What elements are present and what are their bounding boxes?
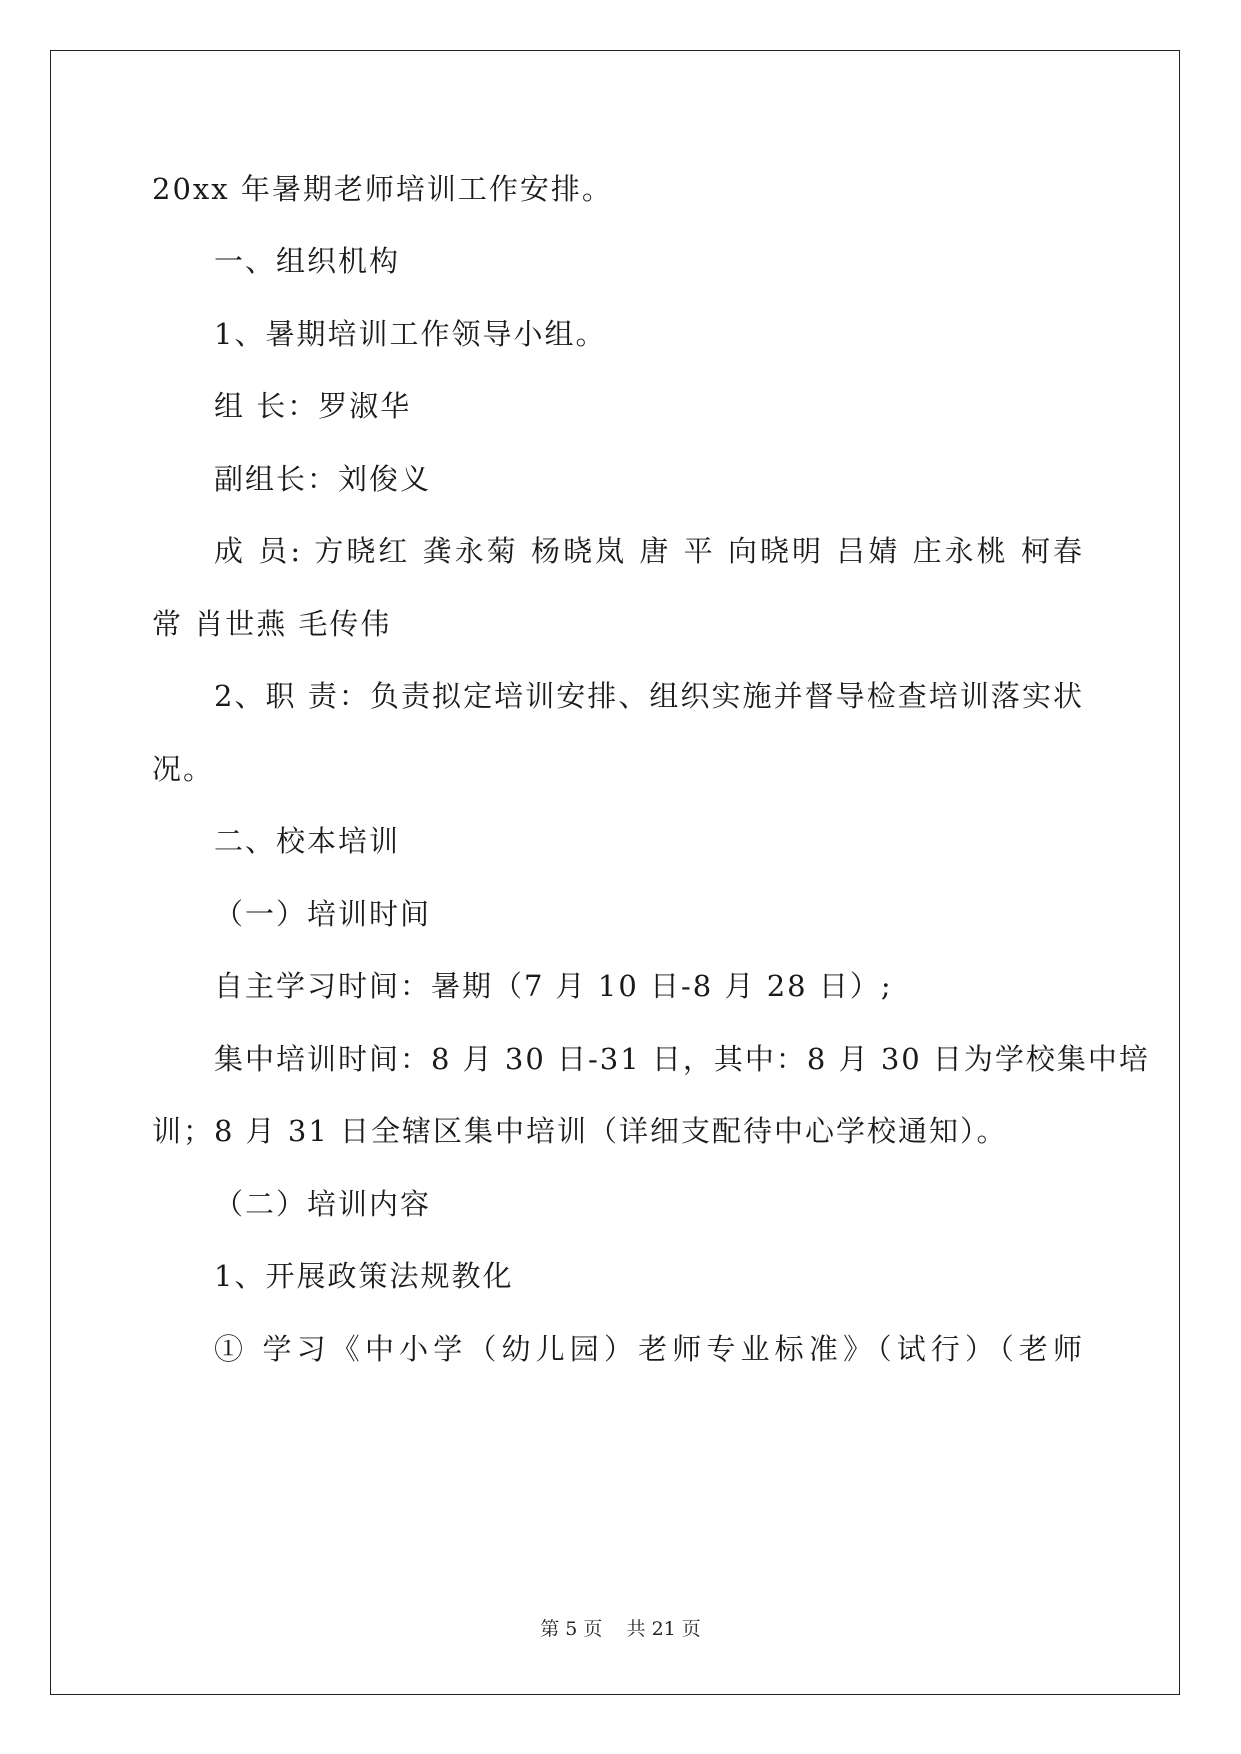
footer-spacer <box>602 1618 626 1640</box>
heading-organization: 一、组织机构 <box>214 244 401 278</box>
paragraph-leading-group: 1、暑期培训工作领导小组。 <box>214 317 607 351</box>
page-footer <box>0 1614 1241 1641</box>
page-total: 共 21 页 <box>626 1618 701 1640</box>
paragraph-members-cont: 常 肖世燕 毛传伟 <box>152 607 392 641</box>
paragraph-duties: 2、职 责：负责拟定培训安排、组织实施并督导检查培训落实状 <box>214 679 1084 713</box>
paragraph-self-study-time: 自主学习时间：暑期（7 月 10 日-8 月 28 日）; <box>214 969 893 1003</box>
paragraph-central-training-cont: 训；8 月 31 日全辖区集中培训（详细支配待中心学校通知）。 <box>152 1114 1008 1148</box>
subheading-training-content: （二）培训内容 <box>214 1187 432 1221</box>
paragraph-intro: 20xx 年暑期老师培训工作安排。 <box>152 172 613 206</box>
paragraph-deputy-leader: 副组长：刘俊义 <box>214 462 432 496</box>
paragraph-duties-cont: 况。 <box>152 752 215 786</box>
paragraph-study-standards: ① 学习《中小学（幼儿园）老师专业标准》（试行）（老师 <box>214 1332 1084 1366</box>
paragraph-central-training: 集中培训时间：8 月 30 日-31 日，其中：8 月 30 日为学校集中培 <box>214 1042 1150 1076</box>
page-border <box>50 50 1180 1695</box>
paragraph-policy-education: 1、开展政策法规教化 <box>214 1259 514 1293</box>
heading-school-training: 二、校本培训 <box>214 824 401 858</box>
subheading-training-time: （一）培训时间 <box>214 897 432 931</box>
paragraph-members: 成 员: 方晓红 龚永菊 杨晓岚 唐 平 向晓明 吕婧 庄永桃 柯春 <box>214 534 1084 568</box>
paragraph-group-leader: 组 长：罗淑华 <box>214 389 412 423</box>
page-number: 第 5 页 <box>540 1618 603 1640</box>
